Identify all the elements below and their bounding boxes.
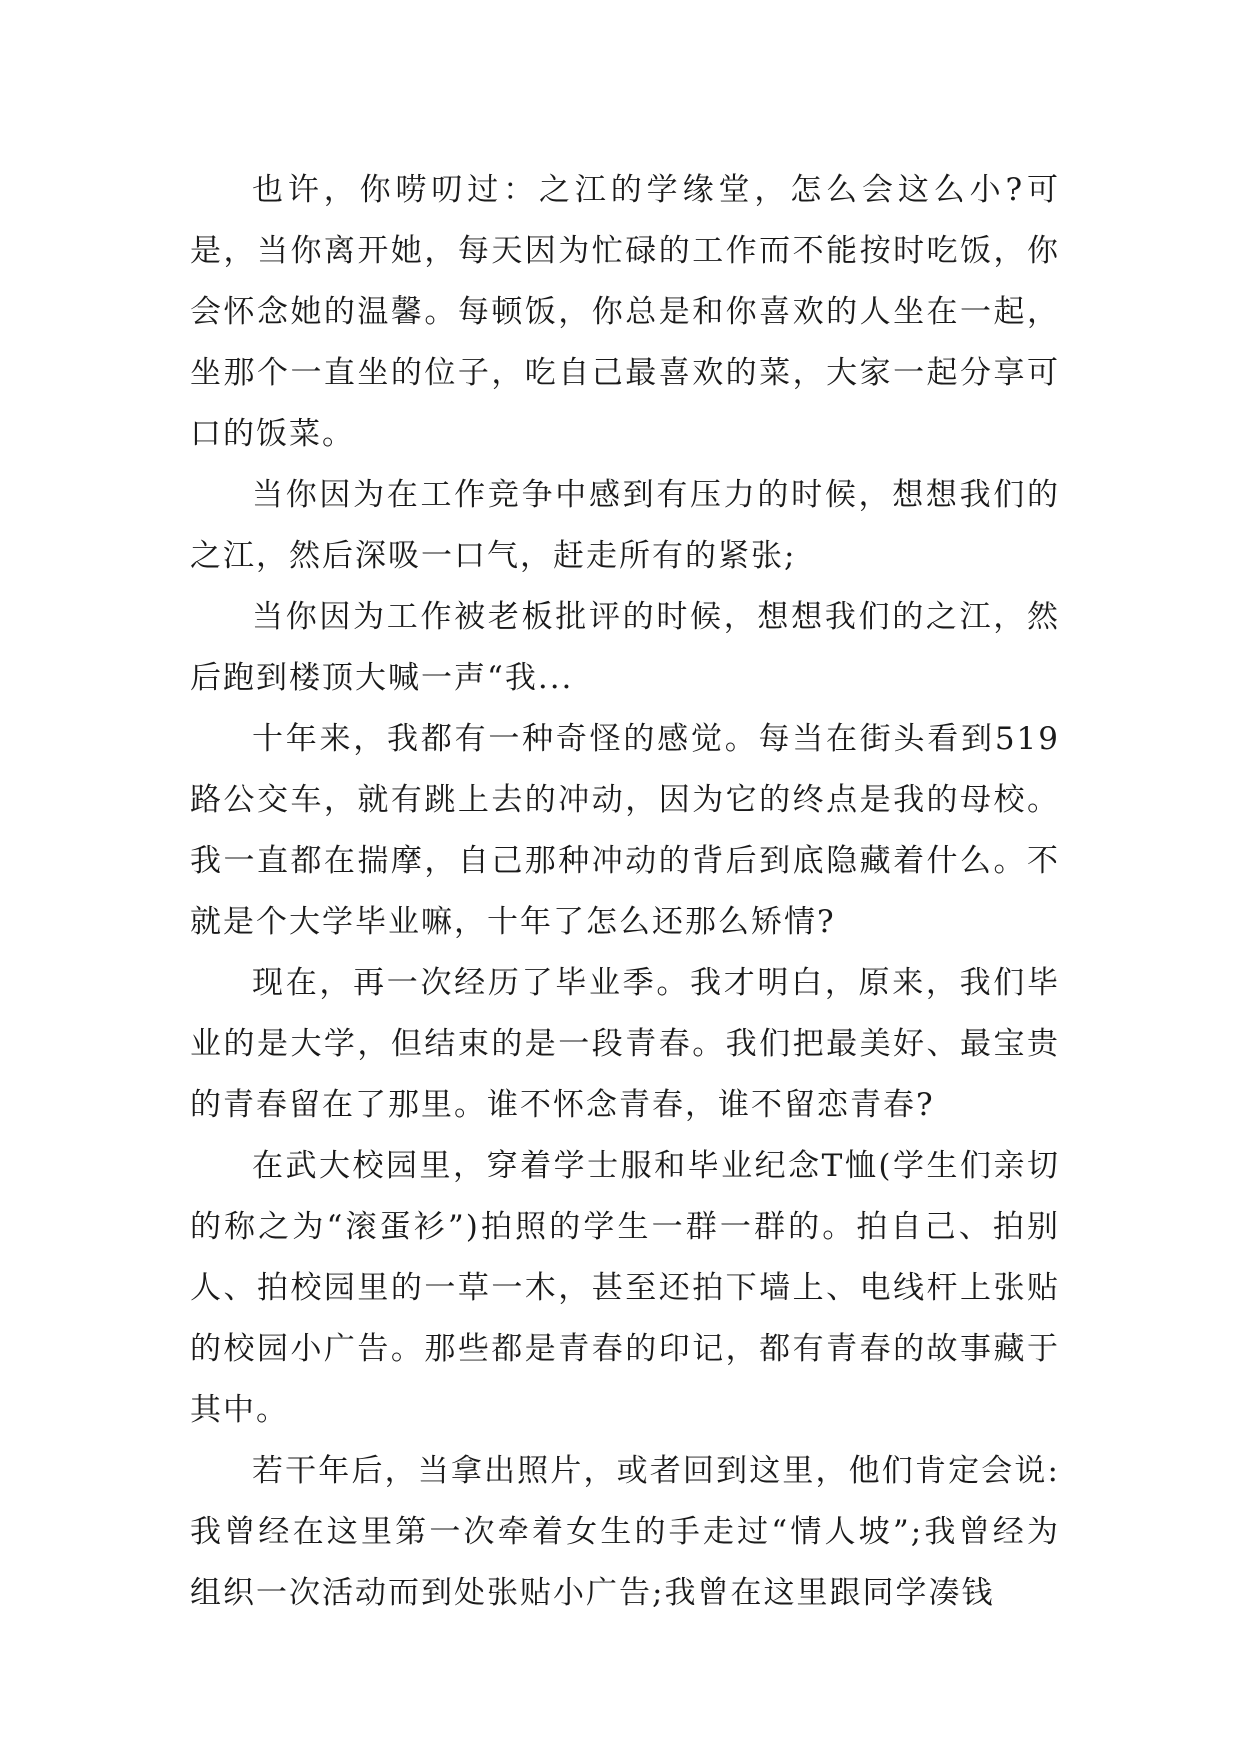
paragraph-7: 若干年后，当拿出照片，或者回到这里，他们肯定会说:我曾经在这里第一次牵着女生的手走过“情人坡”;我曾经为组织一次活动而到处张贴小广告;我曾在这里跟同学凑钱 bbox=[190, 1453, 1060, 1611]
paragraph-1: 也许，你唠叨过：之江的学缘堂，怎么会这么小?可是，当你离开她，每天因为忙碌的工作而不能按时吃饭，你会怀念她的温馨。每顿饭，你总是和你喜欢的人坐在一起，坐那个一直坐的位子，吃自己最喜欢的菜，大家一起分享可口的饭菜。 bbox=[190, 172, 1060, 452]
paragraph-4: 十年来，我都有一种奇怪的感觉。每当在街头看到519路公交车，就有跳上去的冲动，因为它的终点是我的母校。我一直都在揣摩，自己那种冲动的背后到底隐藏着什么。不就是个大学毕业嘛，十年了怎么还那么矫情? bbox=[190, 721, 1060, 940]
paragraph-3: 当你因为工作被老板批评的时候，想想我们的之江，然后跑到楼顶大喊一声“我... bbox=[190, 599, 1060, 696]
paragraph-2: 当你因为在工作竞争中感到有压力的时候，想想我们的之江，然后深吸一口气，赶走所有的紧张; bbox=[190, 477, 1060, 574]
paragraph-6: 在武大校园里，穿着学士服和毕业纪念T恤(学生们亲切的称之为“滚蛋衫”)拍照的学生一群一群的。拍自己、拍别人、拍校园里的一草一木，甚至还拍下墙上、电线杆上张贴的校园小广告。那些都是青春的印记，都有青春的故事藏于其中。 bbox=[190, 1148, 1060, 1428]
paragraph-5: 现在，再一次经历了毕业季。我才明白，原来，我们毕业的是大学，但结束的是一段青春。我们把最美好、最宝贵的青春留在了那里。谁不怀念青春，谁不留恋青春? bbox=[190, 965, 1060, 1123]
document-body bbox=[190, 160, 1060, 1624]
